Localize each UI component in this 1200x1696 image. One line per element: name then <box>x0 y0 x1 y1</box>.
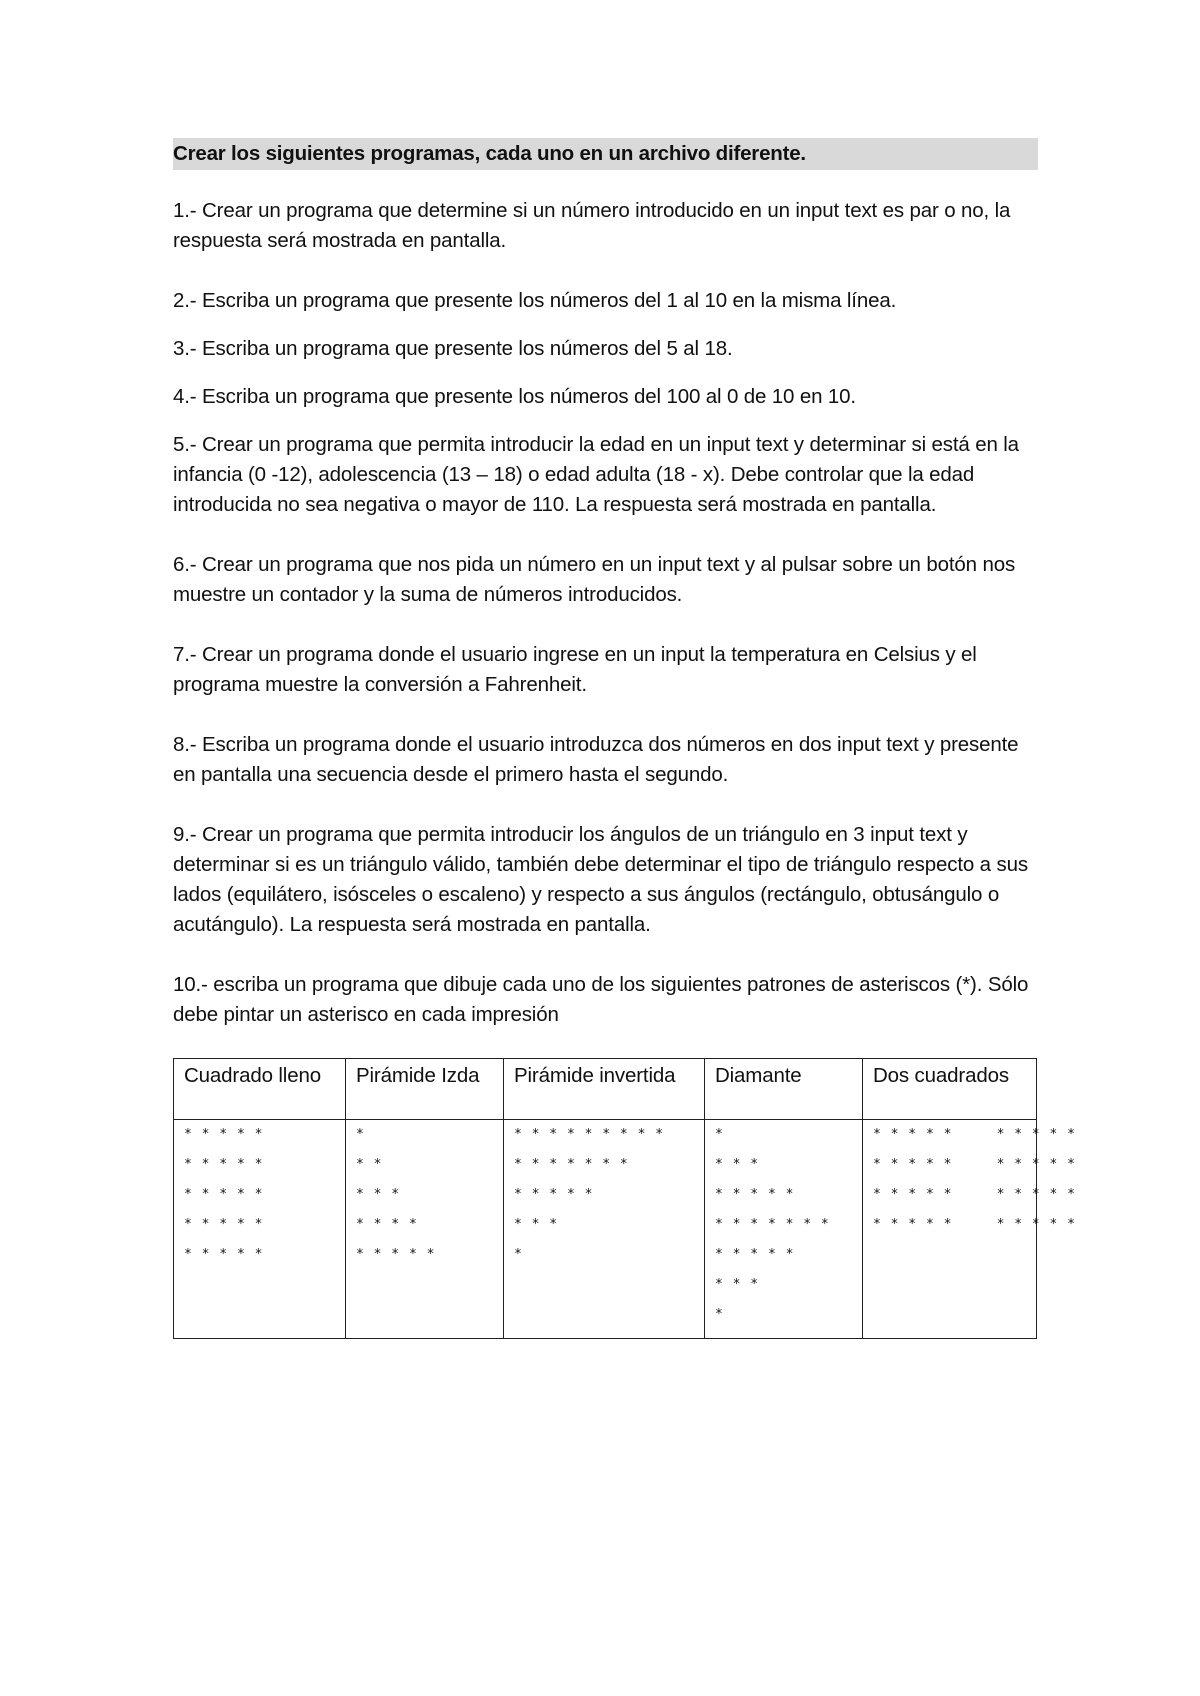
pattern-line: * * * * * * * * * * <box>873 1187 1077 1202</box>
exercise-number: 5.- <box>173 433 197 456</box>
pattern-line: * <box>715 1307 724 1322</box>
pattern-line: * * * * * * * * * * <box>873 1217 1077 1232</box>
pattern-line: * * * * * <box>356 1247 436 1262</box>
exercise-text: Escriba un programa donde el usuario introduzca dos números en dos input text y presente en pantalla una secuencia desde el primero hasta el segundo. <box>173 733 1019 786</box>
exercise-2 <box>173 286 1038 316</box>
pattern-line: * <box>356 1127 365 1142</box>
pattern-piramide-invertida <box>504 1120 705 1339</box>
pattern-line: * * * * * <box>514 1187 594 1202</box>
exercise-text: Crear un programa que permita introducir la edad en un input text y determinar si está en la infancia (0 -12), adolescencia (13 – 18) o edad adulta (18 - x). Debe controlar que la edad introducida no sea negativa o mayor de 110. La respuesta será mostrada en pantalla. <box>173 433 1019 516</box>
exercise-text: Crear un programa que nos pida un número en un input text y al pulsar sobre un botón nos muestre un contador y la suma de números introducidos. <box>173 553 1016 606</box>
table-header-row <box>174 1059 1037 1120</box>
pattern-line: * * * <box>514 1217 559 1232</box>
exercise-number: 9.- <box>173 823 197 846</box>
pattern-line: * * * * * <box>184 1127 264 1142</box>
exercise-number: 8.- <box>173 733 197 756</box>
exercise-7 <box>173 640 1038 700</box>
exercise-number: 4.- <box>173 385 197 408</box>
exercise-text: escriba un programa que dibuje cada uno de los siguientes patrones de asteriscos (*). Sólo debe pintar un asterisco en cada impresión <box>173 973 1029 1026</box>
pattern-line: * * * * * <box>715 1247 795 1262</box>
exercise-text: Crear un programa donde el usuario ingrese en un input la temperatura en Celsius y el programa muestre la conversión a Fahrenheit. <box>173 643 977 696</box>
exercise-8 <box>173 730 1038 790</box>
header-piramide-izda: Pirámide Izda <box>346 1059 504 1120</box>
header-dos-cuadrados: Dos cuadrados <box>863 1059 1037 1120</box>
pattern-line: * * * * * * * * * * <box>873 1157 1077 1172</box>
document-heading: Crear los siguientes programas, cada uno en un archivo diferente. <box>173 138 1038 170</box>
pattern-diamante <box>705 1120 863 1339</box>
exercise-number: 10.- <box>173 973 208 996</box>
exercise-9 <box>173 820 1038 940</box>
pattern-line: * * * * * * * * * * <box>873 1127 1077 1142</box>
pattern-line: * * * * * * * <box>514 1157 629 1172</box>
exercise-text: Crear un programa que determine si un número introducido en un input text es par o no, la respuesta será mostrada en pantalla. <box>173 199 1011 252</box>
pattern-line: * <box>514 1247 523 1262</box>
pattern-line: * <box>715 1127 724 1142</box>
header-piramide-invertida: Pirámide invertida <box>504 1059 705 1120</box>
pattern-line: * * * * * <box>184 1157 264 1172</box>
exercise-number: 1.- <box>173 199 197 222</box>
pattern-line: * * * * <box>356 1217 418 1232</box>
table-row <box>174 1120 1037 1339</box>
exercise-text: Escriba un programa que presente los números del 5 al 18. <box>202 337 733 360</box>
pattern-line: * * <box>356 1157 383 1172</box>
header-diamante: Diamante <box>705 1059 863 1120</box>
document-page <box>173 138 1077 1339</box>
asterisk-patterns-table <box>173 1058 1077 1339</box>
exercise-6 <box>173 550 1038 610</box>
exercise-text: Crear un programa que permita introducir los ángulos de un triángulo en 3 input text y determinar si es un triángulo válido, también debe determinar el tipo de triángulo respecto a sus lados (equilátero, isósceles o escaleno) y respecto a sus ángulos (rectángulo, obtusángulo o acutángulo). La respuesta será mostrada en pantalla. <box>173 823 1028 936</box>
exercise-5 <box>173 430 1038 520</box>
exercise-number: 6.- <box>173 553 197 576</box>
exercise-4 <box>173 382 1038 412</box>
pattern-line: * * * <box>356 1187 401 1202</box>
pattern-dos-cuadrados <box>863 1120 1077 1339</box>
pattern-cuadrado-lleno <box>174 1120 346 1339</box>
header-cuadrado-lleno: Cuadrado lleno <box>174 1059 346 1120</box>
exercise-3 <box>173 334 1038 364</box>
exercise-text: Escriba un programa que presente los números del 100 al 0 de 10 en 10. <box>202 385 856 408</box>
pattern-line: * * * * * <box>715 1187 795 1202</box>
pattern-line: * * * * * <box>184 1187 264 1202</box>
pattern-line: * * * * * * * <box>715 1217 830 1232</box>
exercise-text: Escriba un programa que presente los números del 1 al 10 en la misma línea. <box>202 289 897 312</box>
exercise-10 <box>173 970 1038 1030</box>
pattern-line: * * * <box>715 1157 760 1172</box>
exercise-number: 2.- <box>173 289 197 312</box>
pattern-piramide-izda <box>346 1120 504 1339</box>
pattern-line: * * * * * <box>184 1217 264 1232</box>
exercise-number: 3.- <box>173 337 197 360</box>
pattern-line: * * * * * * * * * <box>514 1127 665 1142</box>
exercise-number: 7.- <box>173 643 197 666</box>
pattern-line: * * * * * <box>184 1247 264 1262</box>
exercise-1 <box>173 196 1038 256</box>
pattern-line: * * * <box>715 1277 760 1292</box>
